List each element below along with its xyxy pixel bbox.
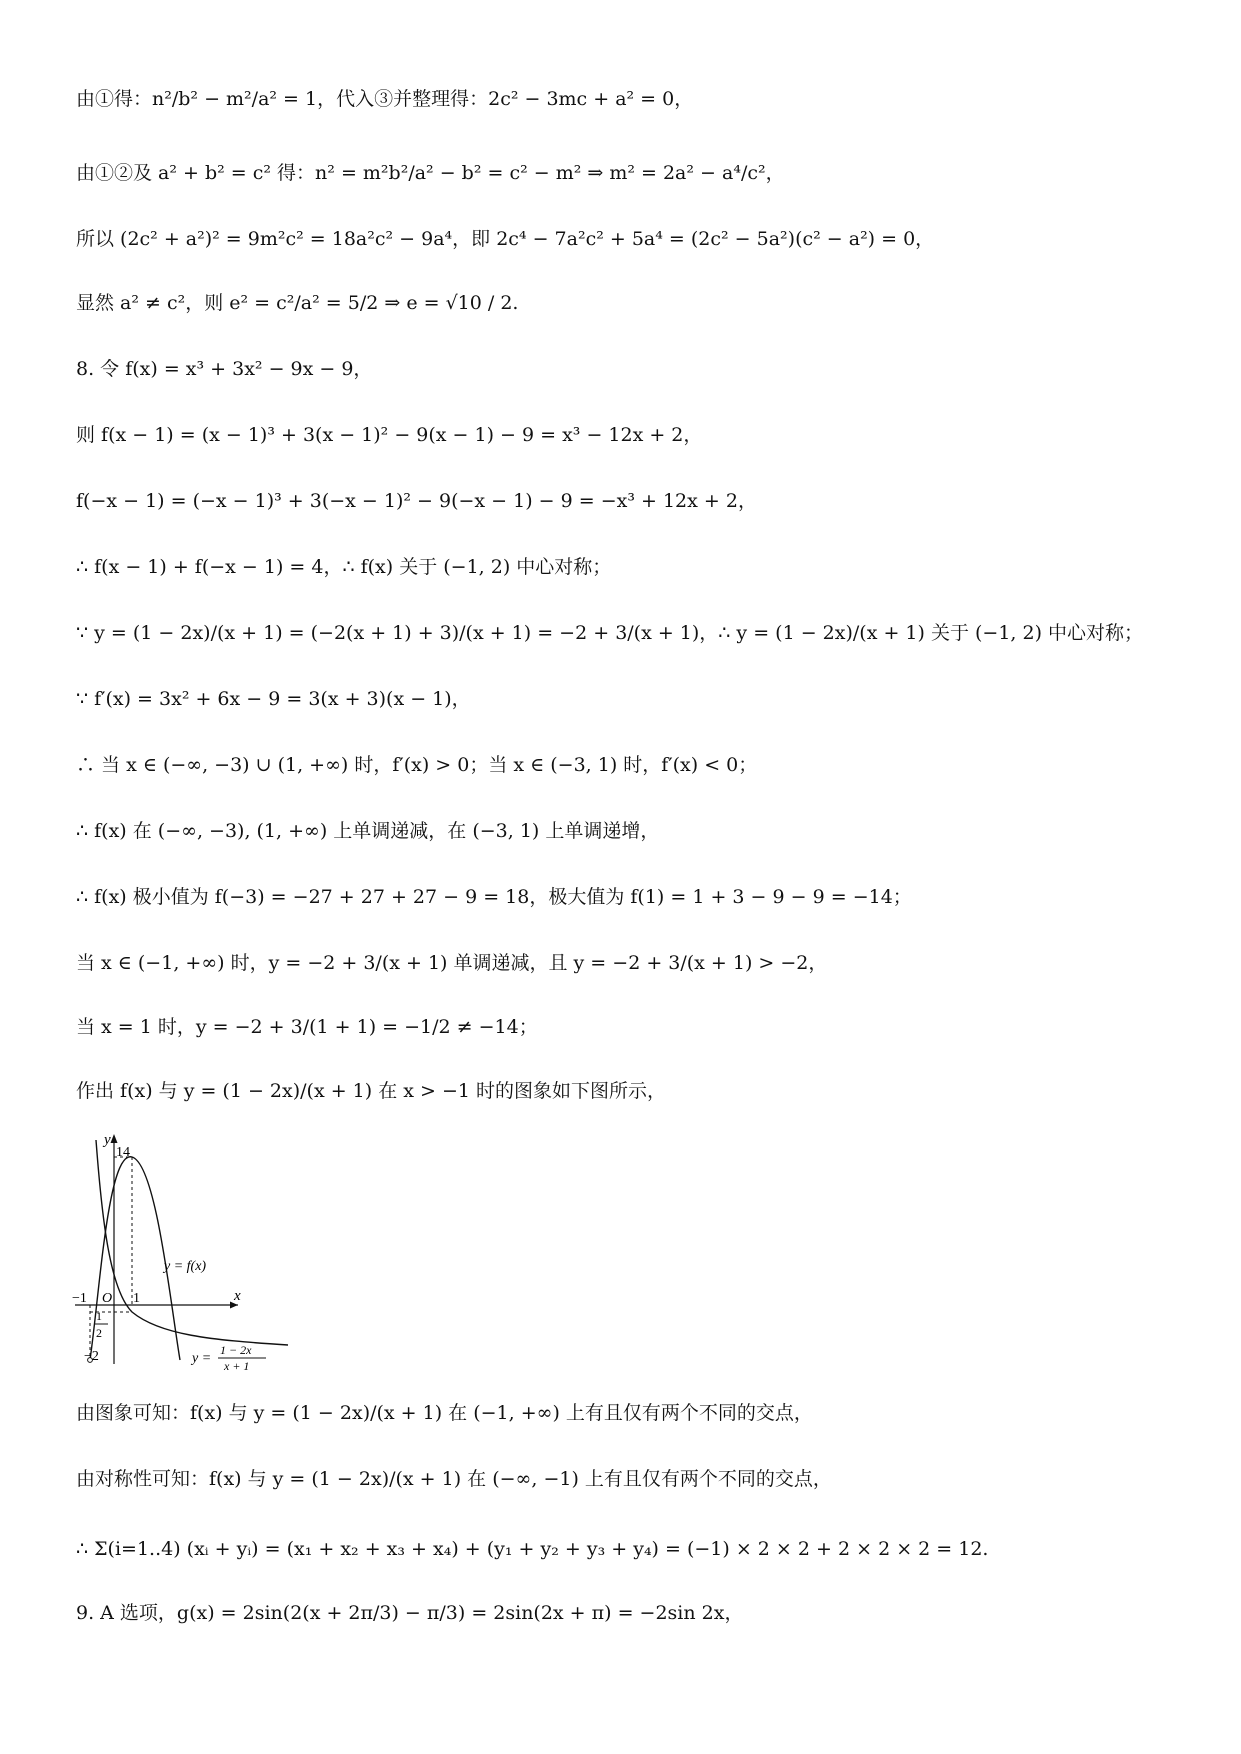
text-line-5: 8. 令 f(x) = x³ + 3x² − 9x − 9， [76, 358, 373, 380]
text-line-6: 则 f(x − 1) = (x − 1)³ + 3(x − 1)² − 9(x − 1) − 9 = x³ − 12x + 2， [76, 424, 703, 446]
tick-half-den: 2 [96, 1326, 102, 1340]
text-line-7: f(−x − 1) = (−x − 1)³ + 3(−x − 1)² − 9(−x − 1) − 9 = −x³ + 12x + 2， [76, 490, 757, 512]
max-value-label: 14 [116, 1145, 130, 1160]
curve-g [96, 1140, 288, 1345]
text-line-9: ∵ y = (1 − 2x)/(x + 1) = (−2(x + 1) + 3)/(x + 1) = −2 + 3/(x + 1)，∴ y = (1 − 2x)/(x + 1) 关于 (−1, 2) 中心对称； [76, 622, 1144, 644]
text-line-1: 由①得：n²/b² − m²/a² = 1，代入③并整理得：2c² − 3mc + a² = 0， [76, 88, 694, 110]
curve-f-label: y = f(x) [164, 1259, 207, 1274]
text-line-8: ∴ f(x − 1) + f(−x − 1) = 4，∴ f(x) 关于 (−1, 2) 中心对称； [76, 556, 612, 578]
text-line-16: 作出 f(x) 与 y = (1 − 2x)/(x + 1) 在 x > −1 时的图象如下图所示， [76, 1080, 667, 1102]
text-line-19: ∴ Σ(i=1..4) (xᵢ + yᵢ) = (x₁ + x₂ + x₃ + x₄) + (y₁ + y₂ + y₃ + y₄) = (−1) × 2 × 2 + 2 × 2 × 2 = 12. [76, 1538, 989, 1560]
tick-half-num: 1 [96, 1309, 102, 1323]
tick-neg2: −2 [84, 1349, 99, 1364]
text-line-13: ∴ f(x) 极小值为 f(−3) = −27 + 27 + 27 − 9 = 18，极大值为 f(1) = 1 + 3 − 9 − 9 = −14； [76, 886, 912, 908]
origin-label: O [102, 1291, 113, 1306]
text-line-4: 显然 a² ≠ c²，则 e² = c²/a² = 5/2 ⇒ e = √10 / 2. [76, 292, 519, 314]
tick-1: 1 [133, 1291, 140, 1306]
curve-g-num: 1 − 2x [220, 1343, 252, 1357]
text-line-10: ∵ f′(x) = 3x² + 6x − 9 = 3(x + 3)(x − 1)， [76, 688, 471, 710]
function-graph [70, 1130, 300, 1370]
text-line-12: ∴ f(x) 在 (−∞, −3), (1, +∞) 上单调递减，在 (−3, 1) 上单调递增， [76, 820, 660, 842]
text-line-15: 当 x = 1 时，y = −2 + 3/(1 + 1) = −1/2 ≠ −14； [76, 1016, 538, 1038]
curve-g-label: y = [192, 1351, 212, 1366]
x-axis-label: x [234, 1288, 241, 1304]
y-axis-label: y [104, 1132, 111, 1148]
y-axis-arrow [111, 1134, 118, 1143]
text-line-2: 由①②及 a² + b² = c² 得：n² = m²b²/a² − b² = c² − m² ⇒ m² = 2a² − a⁴/c²， [76, 162, 785, 184]
text-line-17: 由图象可知：f(x) 与 y = (1 − 2x)/(x + 1) 在 (−1, +∞) 上有且仅有两个不同的交点， [76, 1402, 813, 1424]
tick-neg1: −1 [72, 1291, 87, 1306]
text-line-18: 由对称性可知：f(x) 与 y = (1 − 2x)/(x + 1) 在 (−∞, −1) 上有且仅有两个不同的交点， [76, 1468, 832, 1490]
curve-g-den: x + 1 [224, 1359, 250, 1370]
text-line-14: 当 x ∈ (−1, +∞) 时，y = −2 + 3/(x + 1) 单调递减，且 y = −2 + 3/(x + 1) > −2， [76, 952, 828, 974]
text-line-20: 9. A 选项，g(x) = 2sin(2(x + 2π/3) − π/3) = 2sin(2x + π) = −2sin 2x， [76, 1602, 744, 1624]
text-line-3: 所以 (2c² + a²)² = 9m²c² = 18a²c² − 9a⁴，即 2c⁴ − 7a²c² + 5a⁴ = (2c² − 5a²)(c² − a²) = 0， [76, 228, 935, 250]
text-line-11: ∴ 当 x ∈ (−∞, −3) ∪ (1, +∞) 时，f′(x) > 0；当 x ∈ (−3, 1) 时，f′(x) < 0； [76, 754, 758, 776]
